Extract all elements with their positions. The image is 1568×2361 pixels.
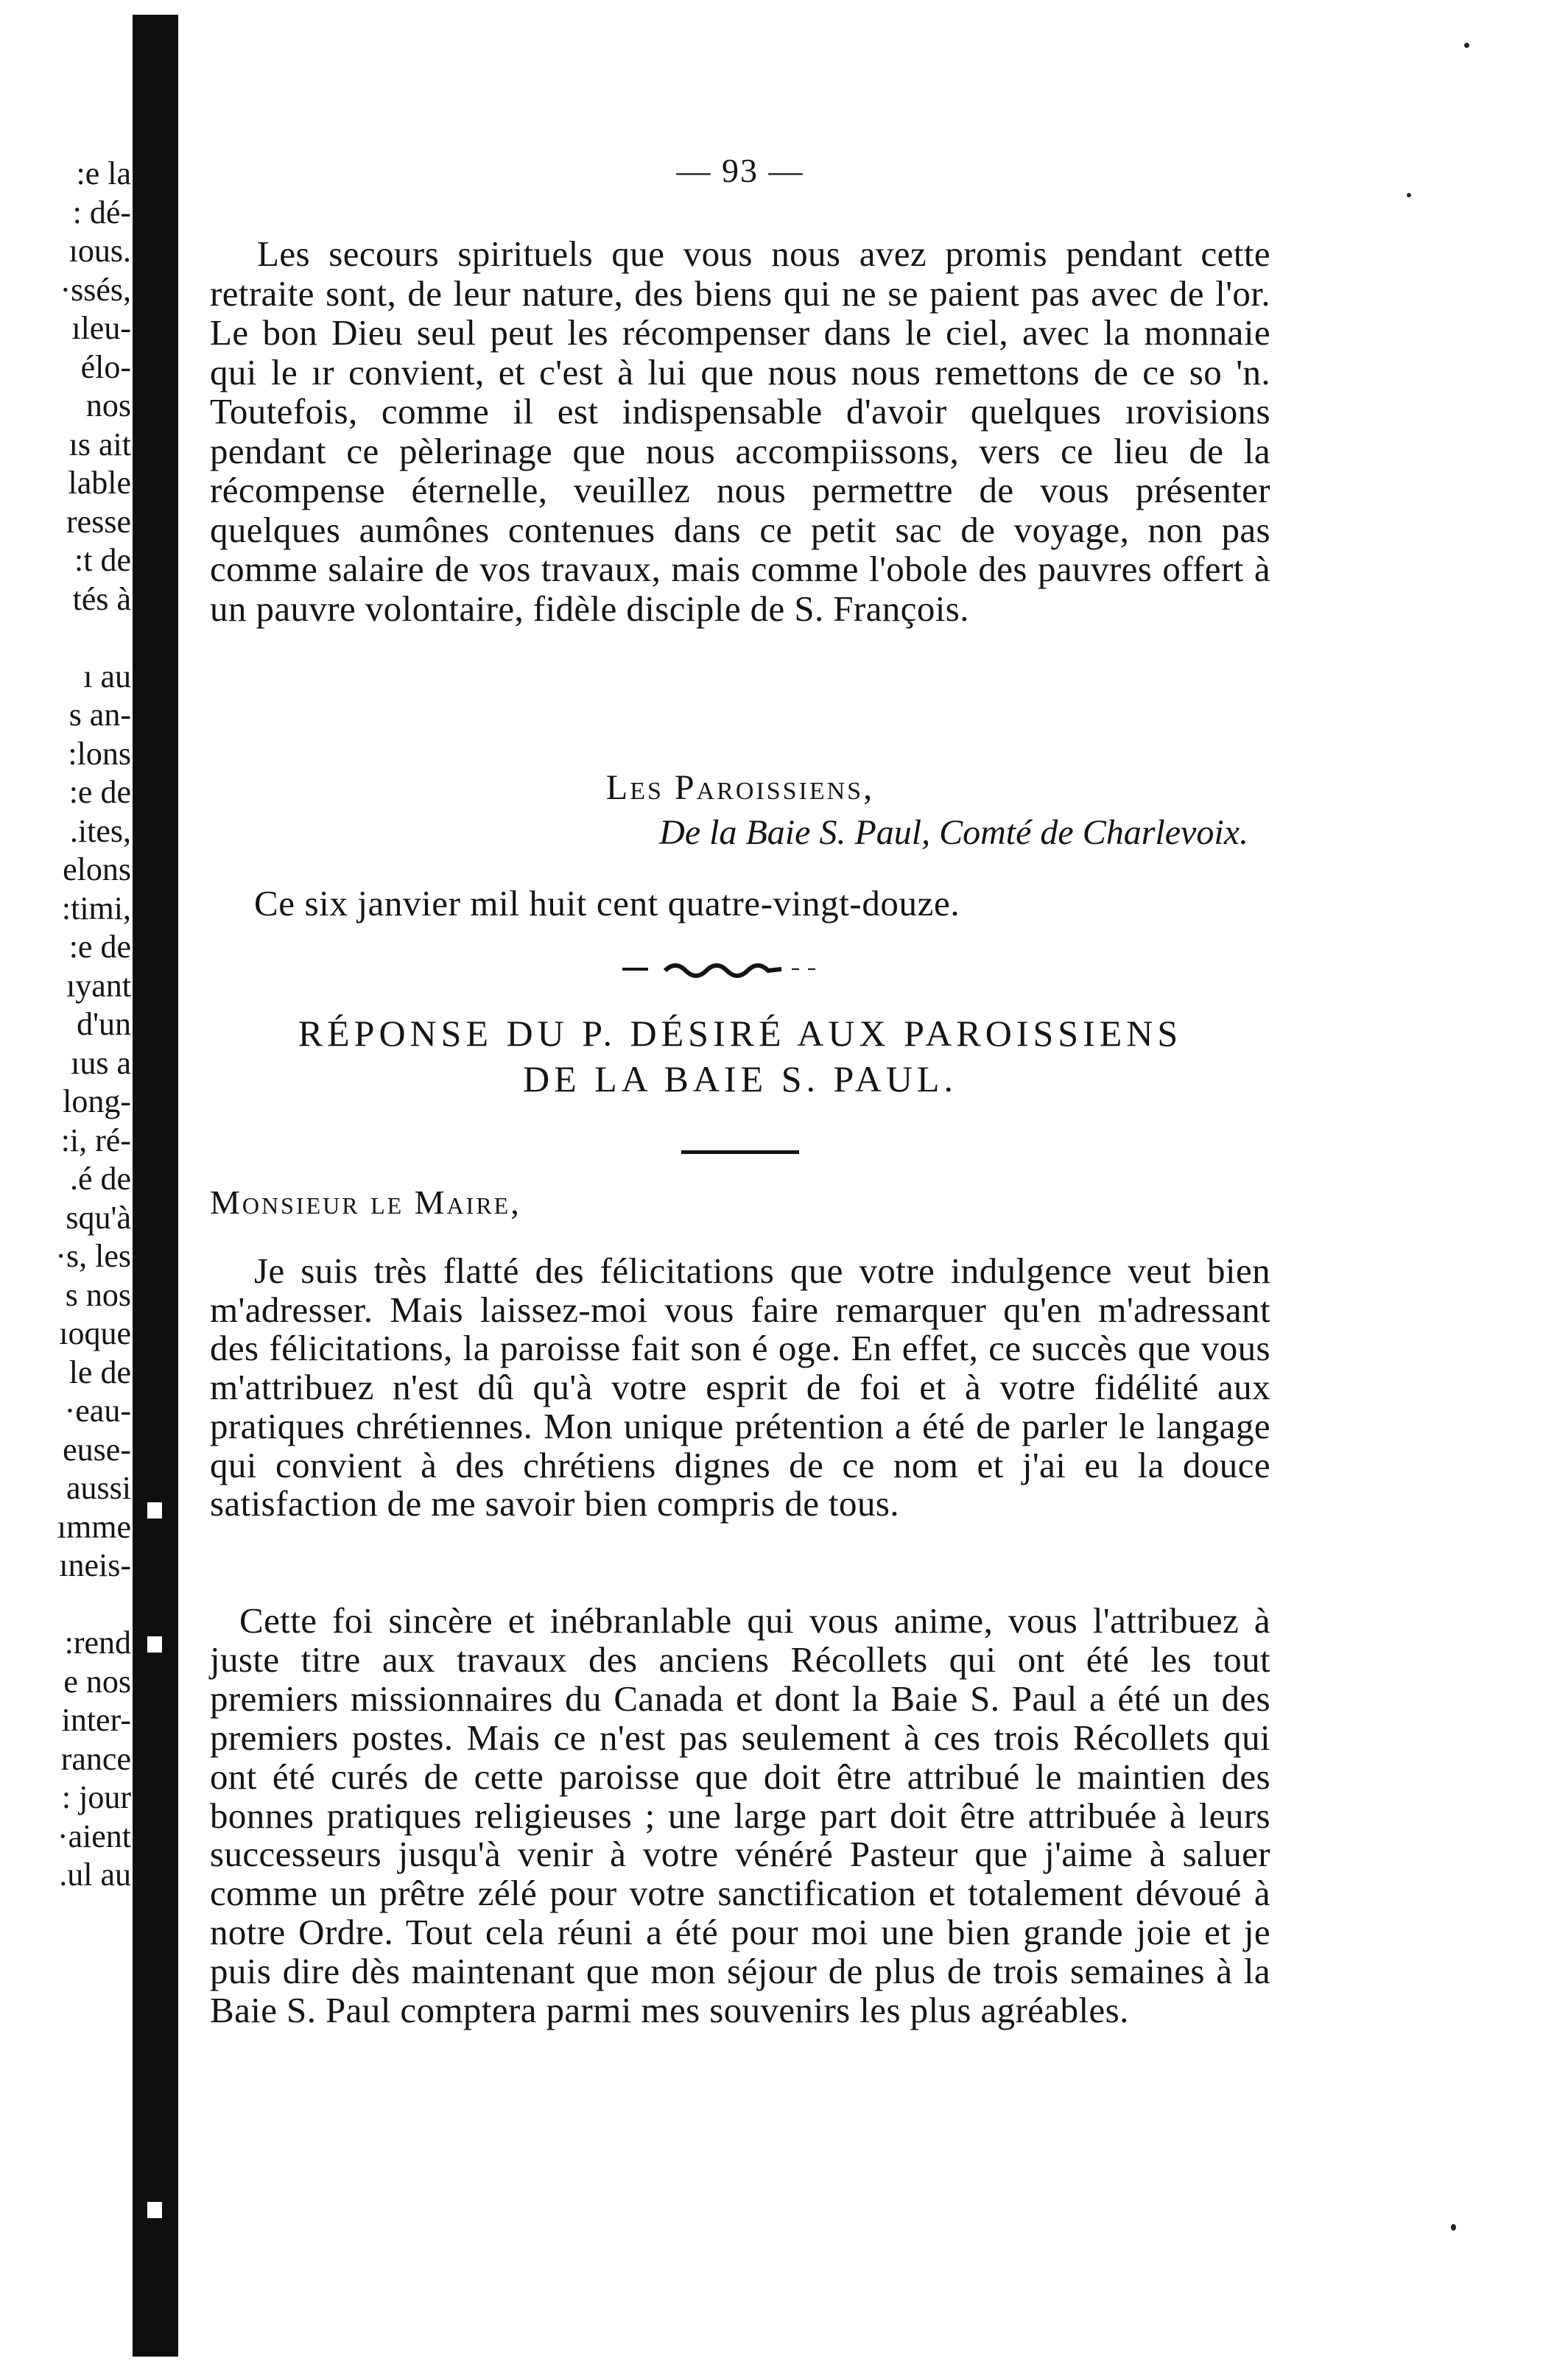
facing-page-line: ıs ait: [68, 426, 131, 462]
signature-block: [210, 766, 1270, 856]
heading-line-2: DE LA BAIE S. PAUL.: [523, 1058, 957, 1099]
facing-page-line: ıoque: [59, 1315, 131, 1351]
facing-page-line: .ites,: [69, 812, 131, 849]
facing-page-line: nos: [85, 387, 131, 423]
facing-page-line: [0, 619, 131, 658]
facing-page-line: le de: [68, 1354, 131, 1390]
facing-page-line: ıleu-: [71, 310, 131, 346]
page-number: — 93 —: [676, 152, 804, 189]
facing-page-line: ımme: [57, 1508, 131, 1545]
gutter-notch: [147, 1502, 162, 1519]
facing-page-line: :lons: [68, 735, 131, 772]
address-paragraph: Les secours spirituels que vous nous avez promis pendant cette retraite sont, de leur nature, des biens qui ne se paient pas avec de l'or. Le bon Dieu seul peut les récompenser dans le ciel, avec la monnaie qui le ır convient, et c'est à lui que nous nous remettons de ce so 'n. Toutefois, comme il est indispensable d'avoir quelques ırovisions pendant ce pèlerinage que nous accompiissons, vers ce lieu de la récompense éternelle, veuillez nous permettre de vous présenter quelques aumônes contenues dans ce petit sac de voyage, non pas comme salaire de vos travaux, mais comme l'obole des pauvres offert à un pauvre volontaire, fidèle disciple de S. François.: [210, 233, 1270, 629]
facing-page-line: .ul au: [59, 1857, 131, 1893]
scan-speck: [1464, 43, 1469, 48]
facing-page-line: elons: [63, 851, 131, 887]
binding-gutter: [133, 15, 178, 2357]
heading-rule: [681, 1150, 799, 1154]
signature-name: Les Paroissiens,: [605, 768, 875, 807]
facing-page-line: .é de: [69, 1161, 131, 1197]
gutter-notch: [147, 2202, 162, 2218]
facing-page-line: lable: [68, 465, 131, 501]
facing-page-line: long-: [63, 1083, 131, 1119]
heading-line-1: RÉPONSE DU P. DÉSIRÉ AUX PAROISSIENS: [298, 1013, 1183, 1054]
facing-page-line: ·s, les: [55, 1238, 131, 1274]
facing-page-line: euse-: [63, 1431, 131, 1468]
facing-page-line: :t de: [74, 542, 131, 578]
ornament-divider: [210, 954, 1270, 984]
book-page: [210, 0, 1270, 2361]
facing-page-line: squ'à: [66, 1199, 131, 1236]
facing-page-line: :i, ré-: [60, 1122, 131, 1158]
facing-page-line: tés à: [72, 580, 131, 617]
facing-page-line: inter-: [61, 1702, 131, 1738]
facing-page-line: aussi: [66, 1470, 131, 1506]
facing-page-line: :timi,: [61, 890, 131, 926]
facing-page-line: ·aient: [57, 1818, 131, 1854]
facing-page-line: : dé-: [72, 194, 131, 231]
facing-page-line: d'un: [77, 1006, 131, 1042]
date-line: Ce six janvier mil huit cent quatre-vingt-douze.: [254, 883, 960, 923]
scan-speck: [1451, 2224, 1456, 2231]
facing-page-line: élo-: [80, 348, 131, 385]
facing-page-line: ·ssés,: [60, 271, 131, 308]
facing-page-line: ı au: [83, 658, 131, 694]
scan-speck: [1407, 193, 1411, 197]
gutter-notch: [147, 1636, 162, 1653]
reply-paragraph-1: Je suis très flatté des félicitations que votre indulgence veut bien m'adresser. Mais laissez-moi vous faire remarquer qu'en m'adressant des félicitations, la paroisse fait son é oge. En effet, ce succès que vous m'attribuez n'est dû qu'à votre esprit de foi et à votre fidélité aux pratiques chrétiennes. Mon unique prétention a été de parler le langage qui convient à des chrétiens dignes de ce nom et j'ai eu la douce satisfaction de me savoir bien compris de tous.: [210, 1250, 1270, 1524]
facing-page-line: s an-: [68, 697, 131, 733]
facing-page-line: resse: [66, 503, 131, 540]
facing-page-line: :e de: [68, 774, 131, 810]
facing-page-line: ıyant: [66, 967, 131, 1004]
facing-page-line: :e la: [76, 155, 131, 191]
facing-page-line: ·eau-: [64, 1393, 131, 1429]
facing-page-line: :e de: [68, 929, 131, 965]
signature-place: De la Baie S. Paul, Comté de Charlevoix.: [659, 813, 1248, 852]
section-heading: [210, 1010, 1270, 1102]
facing-page-line: s nos: [65, 1276, 131, 1313]
facing-page-line: ıneis-: [59, 1547, 131, 1583]
facing-page-line: ıus a: [71, 1044, 131, 1081]
facing-page-fragments: [0, 155, 131, 1895]
facing-page-line: :rend: [64, 1625, 131, 1661]
facing-page-line: ıous.: [68, 233, 131, 269]
facing-page-line: [0, 1586, 131, 1625]
reply-paragraph-2: Cette foi sincère et inébranlable qui vous anime, vous l'attribuez à juste titre aux travaux des anciens Récollets qui ont été les tout premiers missionnaires du Canada et dont la Baie S. Paul a été un des premiers postes. Mais ce n'est pas seulement à ces trois Récollets qui ont été curés de cette paroisse que doit être attribué le maintien des bonnes pratiques religieuses ; une large part doit être attribuée à leurs successeurs jusqu'à venir à votre vénéré Pasteur que j'aime à saluer comme un prêtre zélé pour votre sanctification et totalement dévoué à notre Ordre. Tout cela réuni a été pour moi une bien grande joie et je puis dire dès maintenant que mon séjour de plus de trois semaines à la Baie S. Paul comptera parmi mes souvenirs les plus agréables.: [210, 1600, 1270, 2031]
facing-page-line: rance: [60, 1740, 131, 1777]
facing-page-line: e nos: [63, 1663, 131, 1700]
facing-page-line: : jour: [61, 1779, 131, 1815]
salutation: Monsieur le Maire,: [210, 1183, 521, 1221]
